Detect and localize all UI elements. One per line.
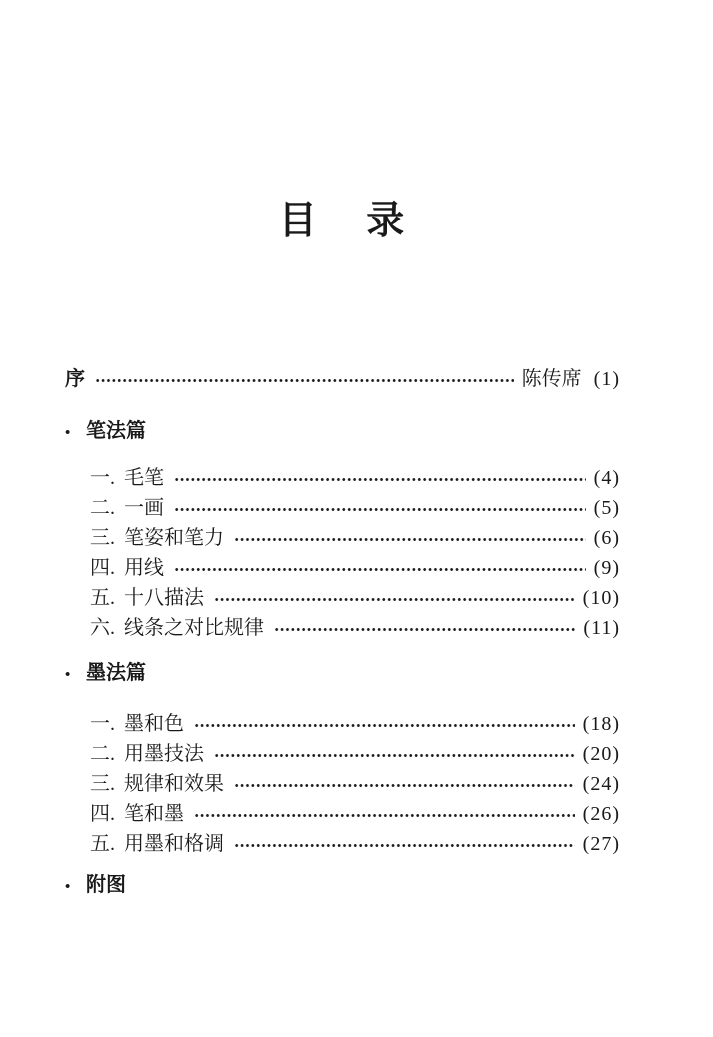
entry-label: 笔和墨 [124, 803, 184, 825]
toc-entry [90, 585, 620, 611]
entry-label: 毛笔 [124, 467, 164, 489]
entry-label: 用线 [124, 557, 164, 579]
entry-number: 三. [90, 527, 115, 549]
preface-label: 序 [65, 368, 85, 390]
dot-leader [234, 843, 575, 848]
entry-label: 规律和效果 [124, 773, 224, 795]
section-title: 墨法篇 [86, 662, 146, 684]
toc-entry [90, 711, 620, 737]
preface-page-number: (1) [593, 368, 620, 390]
toc-entry [90, 801, 620, 827]
toc-entry [90, 525, 620, 551]
dot-leader [234, 783, 575, 788]
preface-author: 陈传席 [521, 368, 582, 390]
section-title: 笔法篇 [86, 420, 146, 442]
toc-entry [90, 615, 620, 641]
toc-entry-preface [65, 366, 620, 392]
dot-leader [274, 627, 575, 632]
entry-page-number: (9) [593, 557, 620, 579]
entry-number: 四. [90, 803, 115, 825]
toc-entry [90, 741, 620, 767]
dot-leader [194, 723, 575, 728]
entry-page-number: (27) [582, 833, 620, 855]
entry-page-number: (5) [593, 497, 620, 519]
section-header-futu [65, 872, 620, 900]
entry-page-number: (4) [593, 467, 620, 489]
toc-entry [90, 465, 620, 491]
dot-leader [174, 567, 586, 572]
section-header-bifa [65, 418, 620, 446]
entry-label: 一画 [124, 497, 164, 519]
entry-label: 笔姿和笔力 [124, 527, 224, 549]
dot-leader [95, 378, 514, 383]
entry-page-number: (18) [582, 713, 620, 735]
entry-page-number: (24) [582, 773, 620, 795]
entry-number: 三. [90, 773, 115, 795]
entry-label: 用墨和格调 [124, 833, 224, 855]
bullet-icon: • [65, 879, 71, 895]
section-title: 附图 [86, 874, 126, 896]
dot-leader [194, 813, 575, 818]
dot-leader [174, 477, 586, 482]
dot-leader [214, 597, 575, 602]
bullet-icon: • [65, 425, 71, 441]
section-header-mofa [65, 660, 620, 688]
entry-number: 一. [90, 467, 115, 489]
section-items-bifa [65, 465, 620, 641]
entry-page-number: (20) [582, 743, 620, 765]
entry-number: 五. [90, 833, 115, 855]
bullet-icon: • [65, 667, 71, 683]
entry-number: 一. [90, 713, 115, 735]
entry-page-number: (11) [583, 617, 620, 639]
toc-entry [90, 771, 620, 797]
dot-leader [234, 537, 586, 542]
entry-label: 线条之对比规律 [124, 617, 264, 639]
entry-number: 四. [90, 557, 115, 579]
toc-entry [90, 555, 620, 581]
entry-label: 用墨技法 [124, 743, 204, 765]
entry-page-number: (10) [582, 587, 620, 609]
toc-entry [90, 495, 620, 521]
dot-leader [214, 753, 575, 758]
page-title: 目 录 [278, 200, 407, 242]
entry-label: 墨和色 [124, 713, 184, 735]
entry-label: 十八描法 [124, 587, 204, 609]
entry-number: 二. [90, 743, 115, 765]
entry-number: 二. [90, 497, 115, 519]
entry-page-number: (26) [582, 803, 620, 825]
entry-number: 五. [90, 587, 115, 609]
entry-page-number: (6) [593, 527, 620, 549]
toc-entry [90, 831, 620, 857]
entry-number: 六. [90, 617, 115, 639]
section-items-mofa [65, 711, 620, 857]
dot-leader [174, 507, 586, 512]
